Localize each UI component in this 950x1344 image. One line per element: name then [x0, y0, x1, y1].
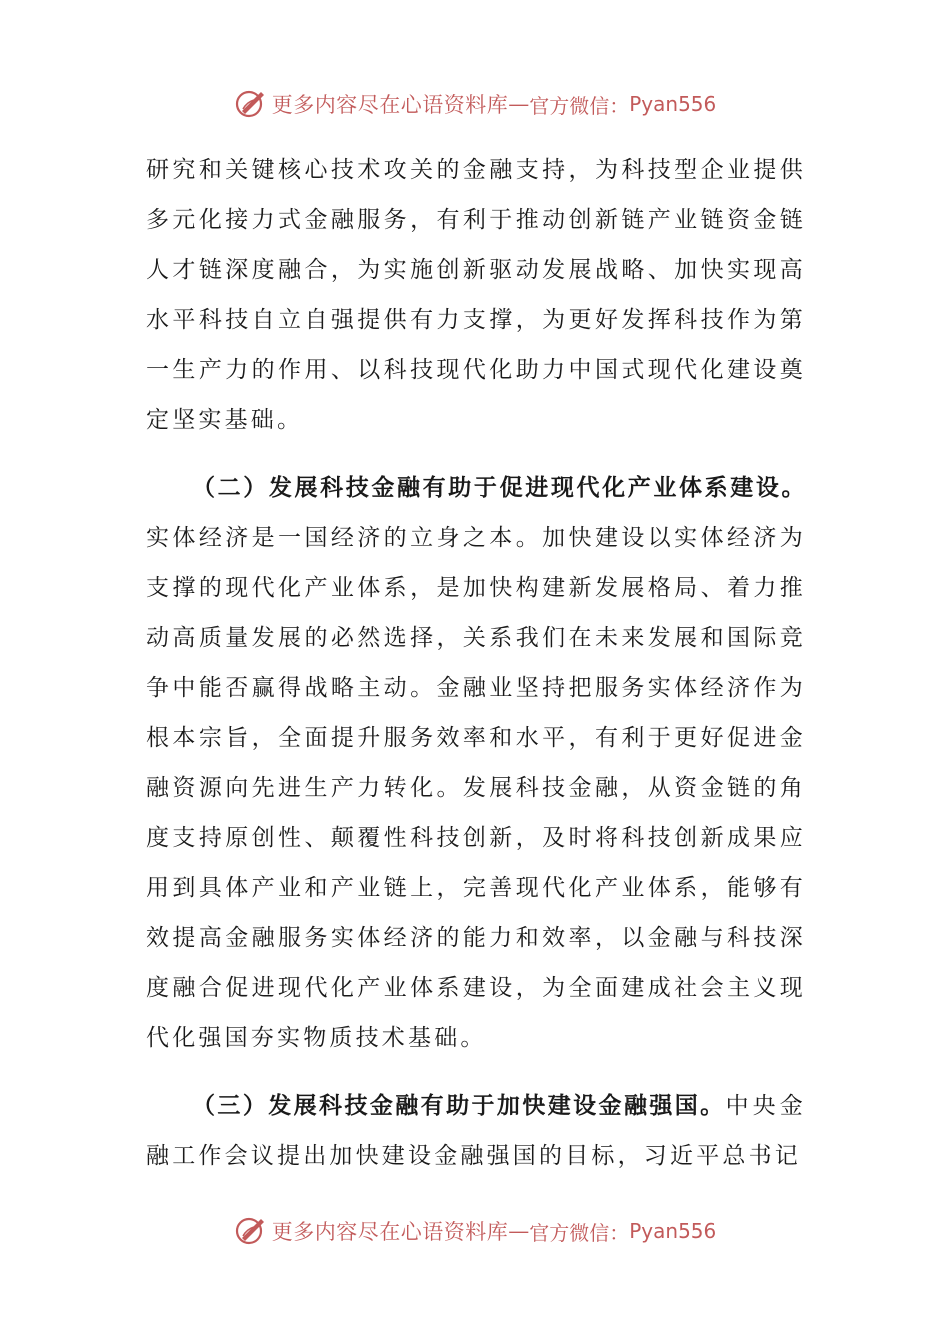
paragraph-3-text: 中央金融工作会议提出加快建设金融强国的目标，习近平总书记: [146, 1093, 806, 1169]
pen-logo-icon: [234, 1214, 268, 1248]
paragraph-3: [146, 1081, 806, 1181]
watermark-wechat-id: Pyan556: [629, 1219, 717, 1243]
section-heading-2: （二）发展科技金融有助于促进现代化产业体系建设。: [192, 475, 806, 501]
section-heading-3: （三）发展科技金融有助于加快建设金融强国。: [192, 1093, 726, 1119]
header-watermark: [0, 84, 950, 124]
paragraph-1: 研究和关键核心技术攻关的金融支持，为科技型企业提供多元化接力式金融服务，有利于推动创新链产业链资金链人才链深度融合，为实施创新驱动发展战略、加快实现高水平科技自立自强提供有力支撑，为更好发挥科技作为第一生产力的作用、以科技现代化助力中国式现代化建设奠定坚实基础。: [146, 157, 806, 433]
watermark-wechat-label: 官方微信：: [529, 93, 630, 118]
watermark-dash: —: [508, 92, 530, 116]
paragraph-2-text: 实体经济是一国经济的立身之本。加快建设以实体经济为支撑的现代化产业体系，是加快构建新发展格局、着力推动高质量发展的必然选择，关系我们在未来发展和国际竞争中能否赢得战略主动。金融业坚持把服务实体经济作为根本宗旨，全面提升服务效率和水平，有利于更好促进金融资源向先进生产力转化。发展科技金融，从资金链的角度支持原创性、颠覆性科技创新，及时将科技创新成果应用到具体产业和产业链上，完善现代化产业体系，能够有效提高金融服务实体经济的能力和效率，以金融与科技深度融合促进现代化产业体系建设，为全面建成社会主义现代化强国夯实物质技术基础。: [146, 525, 806, 1051]
watermark-wechat-label: 官方微信：: [529, 1220, 630, 1245]
watermark-dash: —: [508, 1219, 530, 1243]
watermark-text: 更多内容尽在心语资料库: [271, 93, 509, 117]
watermark-text: 更多内容尽在心语资料库: [271, 1220, 509, 1244]
paragraph-2: [146, 463, 806, 1063]
footer-watermark: [0, 1211, 950, 1251]
pen-logo-icon: [234, 87, 268, 121]
document-body: [146, 145, 806, 1199]
watermark-wechat-id: Pyan556: [629, 92, 717, 116]
